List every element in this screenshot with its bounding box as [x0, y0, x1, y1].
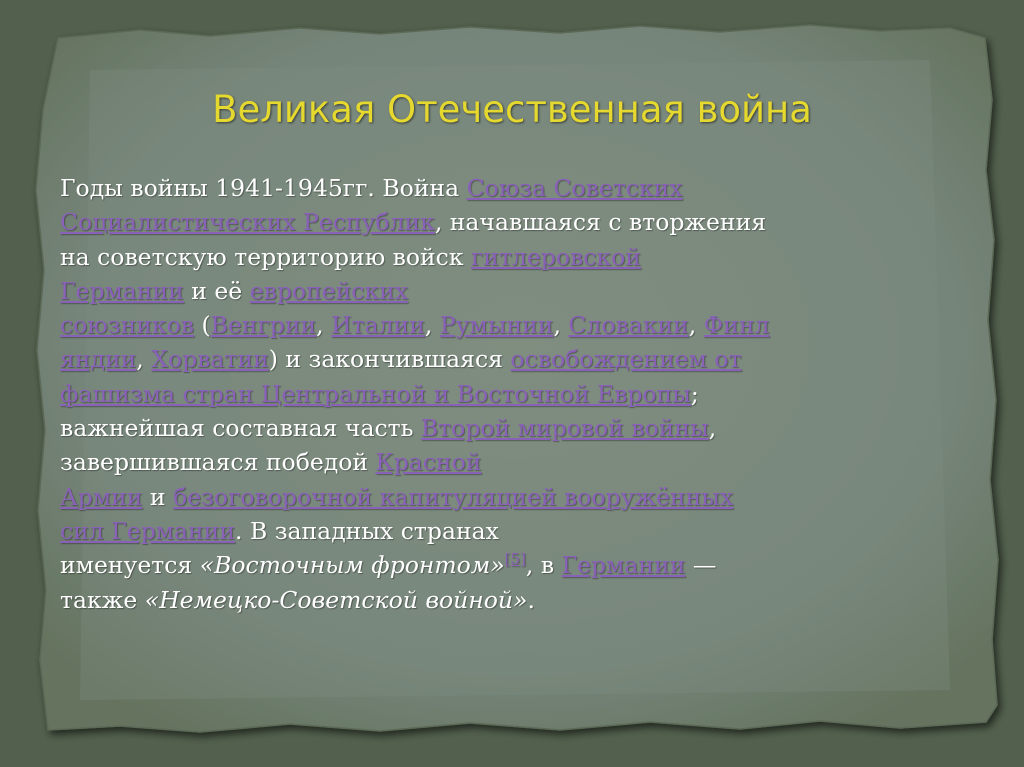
footnote-link[interactable]: [5] — [504, 550, 526, 569]
text-run: , — [553, 311, 569, 340]
text-run: ) и закончившаяся — [268, 345, 511, 374]
text-run: , — [316, 311, 332, 340]
link-hungary[interactable]: Венгрии — [210, 311, 317, 340]
link-world-war-2[interactable]: Второй мировой войны — [420, 414, 709, 443]
text-run: Годы войны 1941-1945гг. Война — [60, 174, 467, 202]
text-run: именуется — [60, 551, 200, 580]
text-run: , — [424, 311, 440, 340]
text-run: , — [688, 311, 704, 340]
link-ussr-cont[interactable]: Социалистических Республик — [60, 208, 435, 237]
link-surrender-cont[interactable]: сил Германии — [60, 516, 236, 545]
text-line — [60, 205, 960, 239]
text-run: важнейшая составная часть — [60, 414, 421, 443]
link-liberation-cont[interactable]: фашизма стран Центральной и Восточной Европы — [60, 379, 691, 408]
text-run: и её — [183, 276, 250, 305]
text-run: . — [527, 585, 535, 614]
text-run: , — [136, 345, 152, 374]
italic-term: «Немецко-Советской войной» — [144, 585, 528, 614]
text-run: — — [685, 551, 717, 580]
link-nazi-germany-cont[interactable]: Германии — [60, 276, 184, 305]
text-line — [60, 377, 960, 411]
text-run: ; — [690, 379, 699, 408]
slide-title: Великая Отечественная война — [212, 88, 812, 131]
text-line — [60, 583, 960, 617]
text-run: , — [708, 414, 717, 443]
link-italy[interactable]: Италии — [331, 311, 425, 340]
text-run: ( — [193, 311, 211, 340]
text-run: . В западных странах — [235, 516, 499, 545]
text-line — [60, 274, 960, 308]
text-line — [60, 445, 960, 479]
text-line — [60, 171, 960, 205]
link-finland-cont[interactable]: яндии — [60, 345, 137, 374]
link-finland[interactable]: Финл — [703, 311, 770, 340]
link-liberation[interactable]: освобождением от — [510, 345, 742, 374]
text-line — [60, 514, 960, 548]
text-line — [60, 240, 960, 274]
link-surrender[interactable]: безоговорочной капитуляцией вооружённых — [173, 482, 734, 511]
text-run: также — [60, 585, 145, 614]
text-line — [60, 548, 960, 582]
link-slovakia[interactable]: Словакии — [568, 311, 689, 340]
link-red-army[interactable]: Красной — [375, 448, 482, 477]
text-run: , в — [525, 551, 562, 580]
link-germany[interactable]: Германии — [561, 551, 686, 580]
text-run: и — [142, 482, 174, 511]
text-line — [60, 411, 960, 445]
link-nazi-germany[interactable]: гитлеровской — [471, 242, 641, 271]
link-croatia[interactable]: Хорватии — [151, 345, 269, 374]
text-run: , начавшаяся с вторжения — [434, 208, 767, 237]
link-romania[interactable]: Румынии — [439, 311, 554, 340]
text-line — [60, 342, 960, 376]
body-paragraph — [60, 171, 960, 617]
text-run: завершившаяся победой — [60, 448, 376, 477]
link-european-allies[interactable]: европейских — [249, 276, 409, 305]
link-ussr[interactable]: Союза Советских — [466, 174, 683, 202]
text-line — [60, 480, 960, 514]
link-red-army-cont[interactable]: Армии — [60, 482, 143, 511]
link-european-allies-cont[interactable]: союзников — [60, 311, 194, 340]
italic-term: «Восточным фронтом» — [199, 551, 505, 580]
text-line — [60, 308, 960, 342]
text-run: на советскую территорию войск — [60, 242, 471, 271]
